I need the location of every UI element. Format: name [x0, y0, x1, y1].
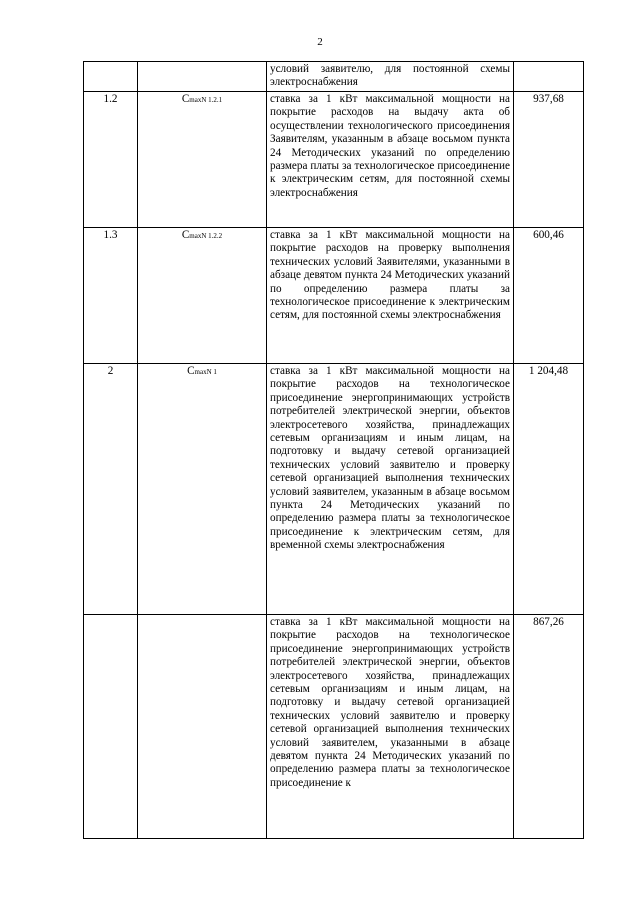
rate-code-symbol: C	[187, 365, 195, 377]
rate-description: ставка за 1 кВт максимальной мощности на покрытие расходов на технологическое присоединение энергопринимающих устройств потребителей электрической энергии, объектов электросетевого хозяйства, принадлежащих сетевым организациям и иным лицам, на подготовку и выдачу сетевой организацией технических условий заявителю и проверку сетевой организацией выполнения технических условий заявителем, указанными в абзаце девятом пункта 24 Методических указаний по определению размера платы за технологическое присоединение к	[267, 615, 514, 839]
rate-code-subscript: maxN 1	[194, 368, 217, 376]
row-number: 1.3	[84, 228, 138, 364]
table-row	[84, 62, 584, 92]
table-row	[84, 92, 584, 228]
rate-code-subscript: maxN 1.2.2	[189, 232, 223, 240]
rate-description: условий заявителю, для постоянной схемы электроснабжения	[267, 62, 514, 92]
row-number: 1.2	[84, 92, 138, 228]
rate-value: 937,68	[514, 92, 584, 228]
row-number: 2	[84, 364, 138, 615]
rate-code	[138, 92, 267, 228]
rate-code-symbol: C	[181, 93, 190, 105]
rate-code-subscript: maxN 1.2.1	[189, 96, 223, 104]
page-number: 2	[317, 36, 323, 48]
rate-description: ставка за 1 кВт максимальной мощности на покрытие расходов на выдачу акта об осуществлении технологического присоединения Заявителям, указанным в абзаце восьмом пункта 24 Методических указаний по определению размера платы за технологическое присоединение к электрическим сетям, для постоянной схемы электроснабжения	[267, 92, 514, 228]
rate-value: 867,26	[514, 615, 584, 839]
table-row	[84, 228, 584, 364]
rate-description: ставка за 1 кВт максимальной мощности на покрытие расходов на проверку выполнения технических условий Заявителями, указанными в абзаце девятом пункта 24 Методических указаний по определению размера платы за технологическое присоединение к электрическим сетям, для постоянной схемы электроснабжения	[267, 228, 514, 364]
rate-value	[514, 62, 584, 92]
rate-value: 600,46	[514, 228, 584, 364]
rate-description: ставка за 1 кВт максимальной мощности на покрытие расходов на технологическое присоединение энергопринимающих устройств потребителей электрической энергии, объектов электросетевого хозяйства, принадлежащих сетевым организациям и иным лицам, на подготовку и выдачу сетевой организацией технических условий заявителю и проверку сетевой организацией выполнения технических условий заявителем, указанным в абзаце восьмом пункта 24 Методических указаний по определению размера платы за технологическое присоединение к электрическим сетям, для временной схемы электроснабжения	[267, 364, 514, 615]
tariff-table	[83, 61, 584, 839]
row-number	[84, 615, 138, 839]
table-row	[84, 364, 584, 615]
rate-code	[138, 62, 267, 92]
rate-value: 1 204,48	[514, 364, 584, 615]
rate-code	[138, 364, 267, 615]
rate-code	[138, 228, 267, 364]
rate-code	[138, 615, 267, 839]
rate-code-symbol: C	[181, 229, 190, 241]
table-row	[84, 615, 584, 839]
row-number	[84, 62, 138, 92]
